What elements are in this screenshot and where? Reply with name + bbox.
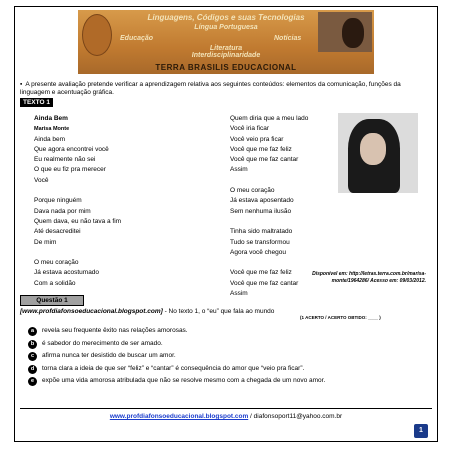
- poem-line: Dava nada por mim: [34, 207, 91, 215]
- poem-line: Tudo se transformou: [230, 238, 290, 246]
- poem-line: [34, 186, 121, 196]
- page-number: 1: [414, 424, 428, 438]
- poem-line: Assim: [230, 290, 248, 298]
- banner-line-4b: [78, 52, 374, 59]
- poem-line: Sem nenhuma ilusão: [230, 207, 292, 215]
- poem-author: Marisa Monte: [34, 126, 70, 133]
- poem-line: Que agora encontrei você: [34, 145, 109, 153]
- poem-line: O meu coração: [34, 259, 79, 267]
- banner-interdisciplinaridade: Interdisciplinaridade: [191, 52, 261, 59]
- source-line-2: monte/1964286/ Acesso em: 09/03/2012.: [331, 278, 426, 284]
- banner-line-2: Língua Portuguesa: [194, 24, 258, 31]
- poem-line: Porque ninguém: [34, 197, 82, 205]
- banner-line-1: Linguagens, Códigos e suas Tecnologias: [147, 13, 305, 22]
- source-line-1: Disponível em: http://letras.terra.com.br/marisa-: [312, 271, 426, 277]
- question-score: (1 ACERTO / ACERTO OBTIDO: ____ ): [300, 315, 381, 320]
- poem-line: Quem diria que a meu lado: [230, 115, 309, 122]
- poem-line: Já estava acostumado: [34, 269, 100, 277]
- option-letter-icon: d: [28, 365, 37, 374]
- option-text: torna clara a ideia de que ser “feliz” e “cantar” é consequência do amor que “veio pra ficar”.: [42, 364, 305, 372]
- option-text: revela seu frequente êxito nas relações amorosas.: [42, 327, 188, 334]
- poem-line: [230, 258, 308, 268]
- options-list: [22, 326, 432, 389]
- intro-paragraph: [20, 81, 432, 97]
- poem-line: [34, 248, 121, 258]
- header-banner: [78, 10, 374, 74]
- banner-title: TERRA BRASILIS EDUCACIONAL: [155, 63, 297, 72]
- option-text: expõe uma vida amorosa atribulada que não se resolve mesmo com a chegada de um novo amor.: [42, 377, 326, 384]
- poem-line: Você que me faz cantar: [230, 156, 299, 164]
- poem-line: Já estava aposentado: [230, 197, 294, 205]
- poem-line: Até desacreditei: [34, 228, 81, 236]
- option-c[interactable]: [22, 351, 432, 364]
- poem-line: Quem dava, eu não tava a fim: [34, 217, 122, 225]
- singer-photo: [338, 113, 418, 193]
- texto-label: TEXTO 1: [20, 98, 53, 107]
- option-text: afirma nunca ter desistido de buscar um amor.: [42, 352, 176, 359]
- banner-literatura: Literatura: [209, 45, 243, 52]
- poem-title: Ainda Bem: [34, 115, 68, 122]
- poem-line: Você iria ficar: [230, 125, 270, 133]
- poem-line: Com a solidão: [34, 279, 76, 287]
- poem-line: Assim: [230, 166, 248, 174]
- option-letter-icon: e: [28, 377, 37, 386]
- poem-line: Você que me faz cantar: [230, 279, 299, 287]
- option-text: é sabedor do merecimento de ser amado.: [42, 339, 163, 347]
- option-e[interactable]: [22, 376, 432, 389]
- option-letter-icon: a: [28, 327, 37, 336]
- poem-line: [230, 176, 308, 186]
- banner-line-4: [78, 45, 374, 52]
- poem-line: De mim: [34, 238, 57, 246]
- question-text: - No texto 1, o “eu” que fala ao mundo: [162, 308, 275, 315]
- poem-line: [230, 217, 308, 227]
- option-b[interactable]: [22, 339, 432, 352]
- banner-educacao: Educação: [120, 35, 154, 42]
- poem-line: Você que me faz feliz: [230, 269, 292, 277]
- poem-line: O que eu fiz pra merecer: [34, 166, 106, 174]
- poem-line: Eu realmente não sei: [34, 156, 96, 164]
- option-letter-icon: c: [28, 352, 37, 361]
- poem-line: O meu coração: [230, 187, 275, 195]
- question-site: [www.profdiafonsoeducacional.blogspot.com]: [20, 308, 163, 315]
- poem-line: Ainda bem: [34, 135, 66, 143]
- footer-separator: /: [248, 413, 254, 420]
- poem-line: Tinha sido maltratado: [230, 228, 293, 236]
- poem-line: Você: [34, 176, 49, 184]
- option-a[interactable]: [22, 326, 432, 339]
- footer-blog-link[interactable]: www.profdiafonsoeducacional.blogspot.com: [109, 413, 249, 420]
- bullet-icon: ▪: [20, 81, 23, 88]
- option-d[interactable]: [22, 364, 432, 377]
- poem-line: Você que me faz feliz: [230, 145, 292, 153]
- option-letter-icon: b: [28, 340, 37, 349]
- source-citation: [226, 271, 426, 285]
- banner-noticias: Notícias: [274, 35, 302, 42]
- page-footer: [20, 408, 432, 420]
- poem-line: Você veio pra ficar: [230, 135, 284, 143]
- face-shape: [360, 133, 386, 165]
- poem-line: Agora você chegou: [230, 248, 287, 256]
- poem-column-1: [34, 114, 121, 289]
- intro-text: A presente avaliação pretende verificar a aprendizagem relativa aos seguintes conteúdos: elementos da comunicação, funções da linguagem e acentuação gráfica.: [20, 81, 401, 96]
- question-label: Questão 1: [20, 295, 84, 306]
- person-silhouette-icon: [342, 18, 364, 48]
- footer-email[interactable]: diafonsoport11@yahoo.com.br: [253, 413, 343, 420]
